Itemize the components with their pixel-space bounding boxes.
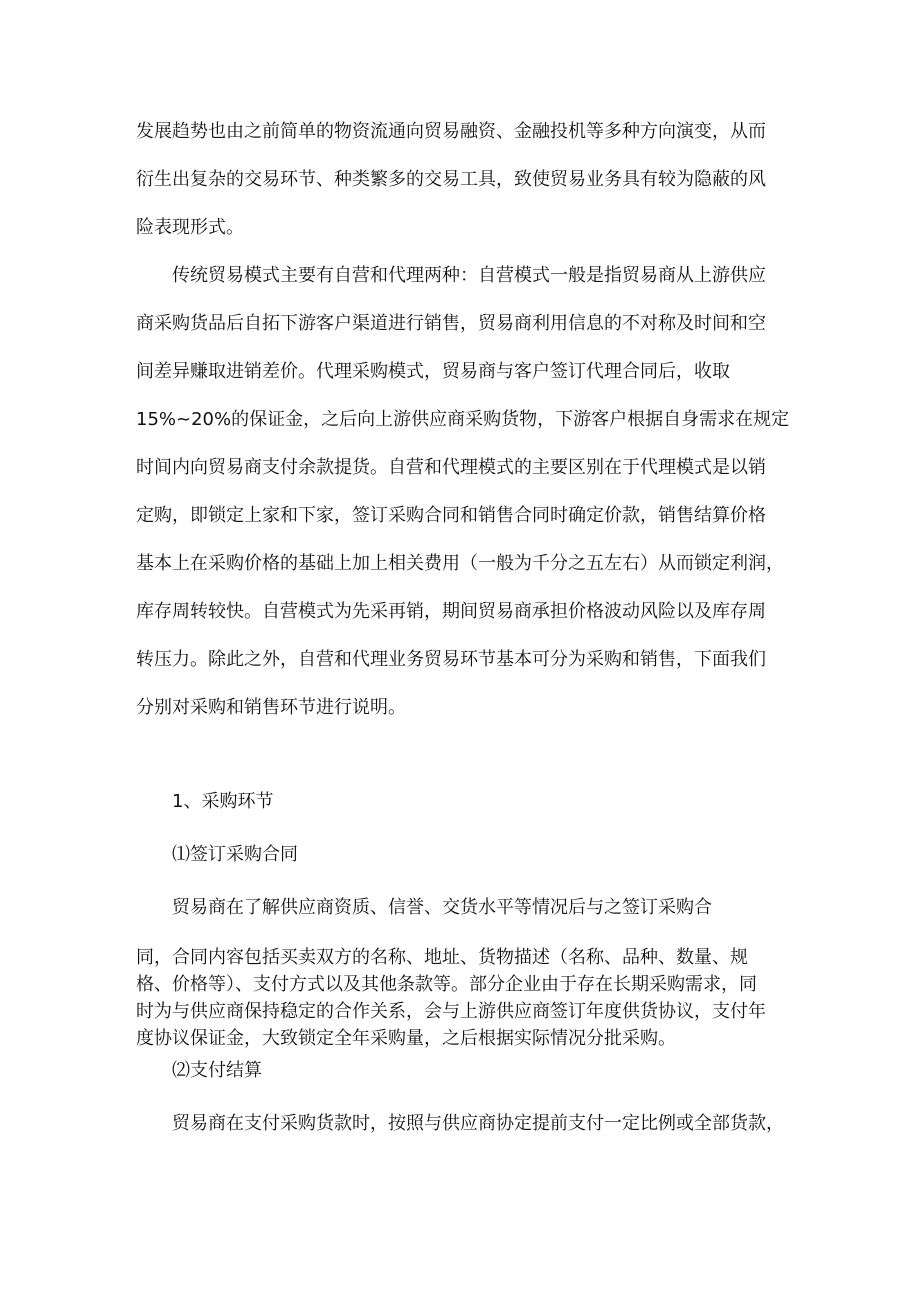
text-line: 商采购货品后自拓下游客户渠道进行销售，贸易商利用信息的不对称及时间和空 <box>136 313 766 334</box>
text-line: 时间内向贸易商支付余款提货。自营和代理模式的主要区别在于代理模式是以销 <box>136 457 766 478</box>
section-heading-procurement: 1、采购环节 <box>172 791 274 812</box>
subheading-payment-settlement: ⑵支付结算 <box>172 1060 262 1081</box>
text-line: 衍生出复杂的交易环节、种类繁多的交易工具，致使贸易业务具有较为隐蔽的风 <box>136 169 766 190</box>
text-line: 度协议保证金，大致锁定全年采购量，之后根据实际情况分批采购。 <box>136 1028 676 1049</box>
paragraph-payment-lead: 贸易商在支付采购货款时，按照与供应商协定提前支付一定比例或全部货款， <box>172 1113 784 1134</box>
text-line: 基本上在采购价格的基础上加上相关费用（一般为千分之五左右）从而锁定利润， <box>136 553 784 574</box>
text-line: 间差异赚取进销差价。代理采购模式，贸易商与客户签订代理合同后，收取 <box>136 361 730 382</box>
paragraph-trade-modes <box>136 252 792 732</box>
paragraph-contract-body <box>136 944 796 1052</box>
text-line: 格、价格等）、支付方式以及其他条款等。部分企业由于存在长期采购需求，同 <box>136 974 757 995</box>
text-line: 时为与供应商保持稳定的合作关系，会与上游供应商签订年度供货协议，支付年 <box>136 1001 766 1022</box>
text-line: 定购，即锁定上家和下家，签订采购合同和销售合同时确定价款，销售结算价格 <box>136 505 766 526</box>
text-line: 分别对采购和销售环节进行说明。 <box>136 697 406 718</box>
text-line: 15%~20%的保证金，之后向上游供应商采购货物，下游客户根据自身需求在规定 <box>136 409 790 430</box>
subheading-sign-contract: ⑴签订采购合同 <box>172 844 298 865</box>
text-line: 传统贸易模式主要有自营和代理两种：自营模式一般是指贸易商从上游供应 <box>136 265 766 286</box>
paragraph-contract-lead: 贸易商在了解供应商资质、信誉、交货水平等情况后与之签订采购合 <box>172 897 712 918</box>
text-line: 发展趋势也由之前简单的物资流通向贸易融资、金融投机等多种方向演变，从而 <box>136 121 766 142</box>
text-line: 转压力。除此之外，自营和代理业务贸易环节基本可分为采购和销售，下面我们 <box>136 649 766 670</box>
text-line: 库存周转较快。自营模式为先采再销，期间贸易商承担价格波动风险以及库存周 <box>136 601 766 622</box>
paragraph-trade-trend <box>136 108 792 252</box>
text-line: 同，合同内容包括买卖双方的名称、地址、货物描述（名称、品种、数量、规 <box>136 947 748 968</box>
text-line: 险表现形式。 <box>136 217 244 238</box>
